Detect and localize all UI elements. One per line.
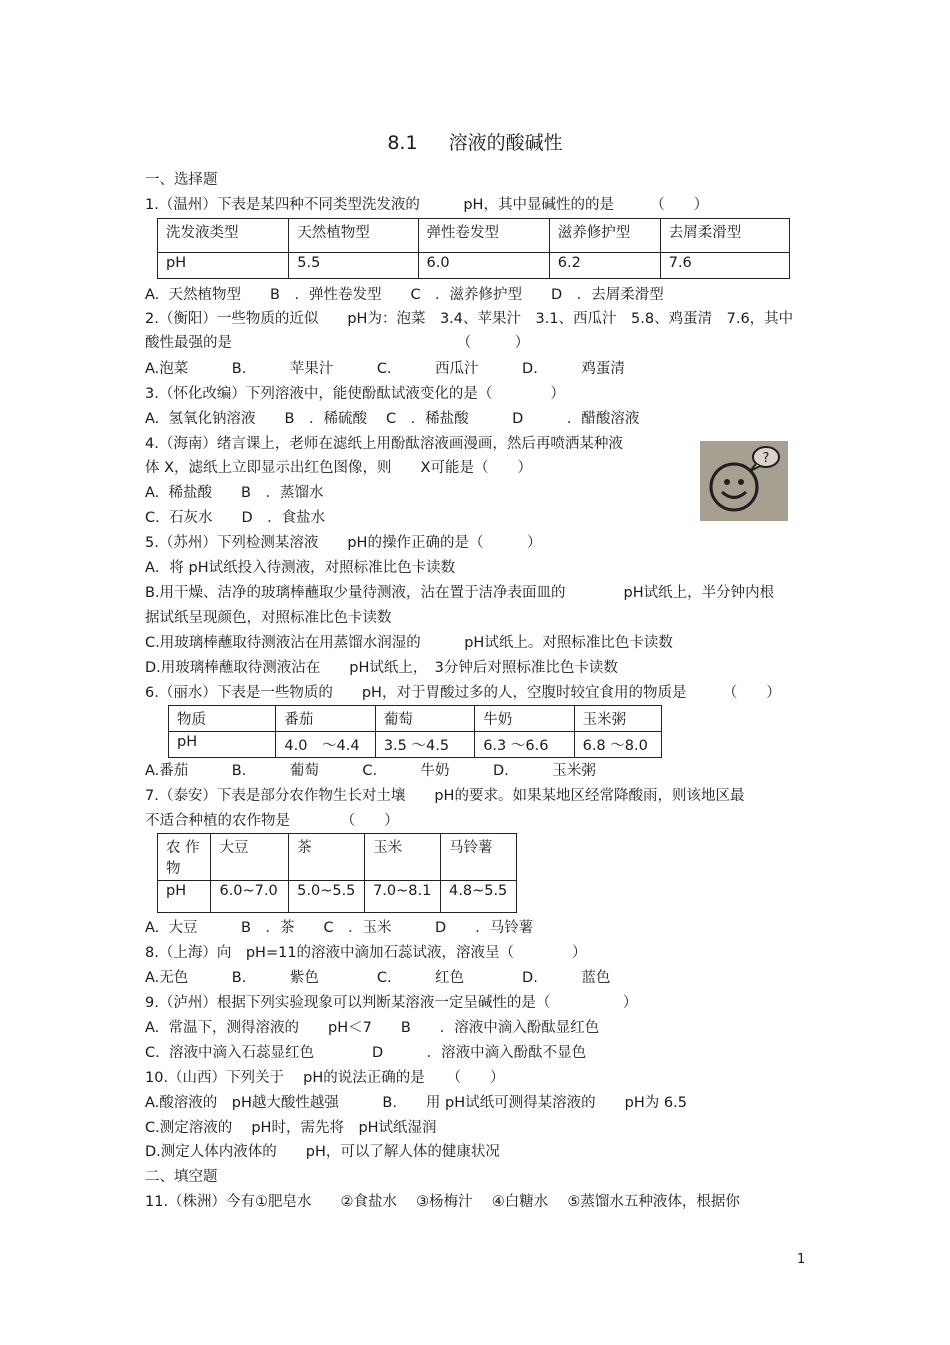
question-1-options: A. 天然植物型 B ．弹性卷发型 C ．滋养修护型 D ．去屑柔滑型 [145,287,664,303]
question-6-table-cell: 4.0 ～4.4 [276,732,375,758]
question-6-table [168,705,662,758]
question-4-line2: 体 X，滤纸上立即显示出红色图像，则 X可能是（ ） [145,460,532,476]
question-6-table-cell: 葡萄 [375,706,474,732]
question-1-table-cell: pH [158,253,289,279]
question-7-table-cell: 马铃薯 [441,834,517,881]
question-1-table [157,218,790,279]
question-2-line1: 2.（衡阳）一些物质的近似 pH为：泡菜 3.4、苹果汁 3.1、西瓜汁 5.8、鸡蛋清 7.6，其中 [145,311,794,327]
question-5-option-a: A．将 pH试纸投入待测液，对照标准比色卡读数 [145,560,456,576]
question-4-line1: 4.（海南）绪言课上，老师在滤纸上用酚酞溶液画漫画，然后再喷洒某种液 [145,436,623,452]
question-8-stem: 8.（上海）向 pH=11的溶液中滴加石蕊试液，溶液呈（ ） [145,945,587,961]
question-9-options2: C. 溶液中滴入石蕊显红色 D ．溶液中滴入酚酞不显色 [145,1045,587,1061]
question-4-options2: C. 石灰水 D ．食盐水 [145,510,326,526]
question-6-table-cell: 玉米粥 [574,706,661,732]
question-6-table-cell: 6.8 ～8.0 [574,732,661,758]
question-6-stem: 6.（丽水）下表是一些物质的 pH，对于胃酸过多的人，空腹时较宜食用的物质是 （ ） [145,685,781,701]
question-6-table-cell: pH [169,732,276,758]
question-6-table-row [169,732,662,758]
section-heading-choice: 一、选择题 [145,172,218,188]
section-heading-fill: 二、填空题 [145,1169,218,1185]
question-1-table-cell: 弹性卷发型 [418,219,549,253]
question-7-table-cell: 6.0~7.0 [211,881,289,913]
question-mark-glyph: ? [762,451,770,466]
question-1-table-row [158,219,790,253]
smiley-face-image [700,441,788,521]
question-7-table [157,833,517,913]
question-5-option-b1: B.用干燥、洁净的玻璃棒蘸取少量待测液，沾在置于洁净表面皿的 pH试纸上，半分钟内根 [145,585,775,601]
question-1-stem: 1.（温州）下表是某四种不同类型洗发液的 pH，其中显碱性的的是 （ ） [145,197,709,213]
question-10-option-c: C.测定溶液的 pH时，需先将 pH试纸湿润 [145,1120,437,1136]
question-7-table-row [158,834,517,881]
question-7-table-cell: 玉米 [365,834,441,881]
question-10-option-d: D.测定人体内液体的 pH，可以了解人体的健康状况 [145,1144,500,1160]
question-2-options: A.泡菜 B. 苹果汁 C. 西瓜汁 D. 鸡蛋清 [145,361,625,377]
question-7-line1: 7.（泰安）下表是部分农作物生长对土壤 pH的要求。如果某地区经常降酸雨，则该地区最 [145,788,745,804]
question-10-stem: 10.（山西）下列关于 pH的说法正确的是 （ ） [145,1070,505,1086]
question-1-table-cell: 滋养修护型 [549,219,660,253]
question-7-table-cell: 5.0~5.5 [289,881,365,913]
question-7-table-cell: 4.8~5.5 [441,881,517,913]
page-number: 1 [797,1252,806,1267]
question-1-table-cell: 5.5 [289,253,418,279]
question-1-table-cell: 6.0 [418,253,549,279]
question-5-option-c: C.用玻璃棒蘸取待测液沾在用蒸馏水润湿的 pH试纸上。对照标准比色卡读数 [145,635,673,651]
question-3-stem: 3.（怀化改编）下列溶液中，能使酚酞试液变化的是（ ） [145,386,565,402]
question-2-line2: 酸性最强的是 （ ） [145,335,530,351]
question-7-table-cell: 茶 [289,834,365,881]
question-5-option-d: D.用玻璃棒蘸取待测液沾在 pH试纸上， 3分钟后对照标准比色卡读数 [145,660,618,676]
question-1-table-cell: 洗发液类型 [158,219,289,253]
question-6-table-cell: 牛奶 [475,706,574,732]
question-4-options1: A. 稀盐酸 B ．蒸馏水 [145,485,324,501]
question-10-option-ab: A.酸溶液的 pH越大酸性越强 B. 用 pH试纸可测得某溶液的 pH为 6.5 [145,1095,687,1111]
question-7-table-cell: 7.0~8.1 [365,881,441,913]
question-7-table-cell: pH [158,881,211,913]
question-8-options: A.无色 B. 紫色 C. 红色 D. 蓝色 [145,970,611,986]
question-6-table-row [169,706,662,732]
question-1-table-cell: 6.2 [549,253,660,279]
page-title: 8.1 溶液的酸碱性 [387,132,563,154]
question-5-option-b2: 据试纸呈现颜色，对照标准比色卡读数 [145,610,392,626]
question-6-table-cell: 番茄 [276,706,375,732]
question-5-stem: 5.（苏州）下列检测某溶液 pH的操作正确的是（ ） [145,535,542,551]
question-1-table-row [158,253,790,279]
question-7-table-cell: 大豆 [211,834,289,881]
question-1-table-cell: 天然植物型 [289,219,418,253]
question-1-table-cell: 7.6 [660,253,789,279]
question-7-line2: 不适合种植的农作物是 （ ） [145,813,399,829]
question-9-stem: 9.（泸州）根据下列实验现象可以判断某溶液一定呈碱性的是（ ） [145,995,638,1011]
question-7-table-row [158,881,517,913]
question-7-options: A. 大豆 B ．茶 C ．玉米 D ．马铃薯 [145,920,534,936]
question-1-table-cell: 去屑柔滑型 [660,219,789,253]
question-3-options: A. 氢氧化钠溶液 B ．稀硫酸 C ．稀盐酸 D ．醋酸溶液 [145,411,640,427]
question-6-options: A.番茄 B. 葡萄 C. 牛奶 D. 玉米粥 [145,763,596,779]
question-6-table-cell: 物质 [169,706,276,732]
question-7-table-cell: 农 作 物 [158,834,211,881]
question-11-stem: 11.（株洲）今有①肥皂水 ②食盐水 ③杨梅汁 ④白糖水 ⑤蒸馏水五种液体，根据你 [145,1194,740,1210]
question-9-options1: A. 常温下，测得溶液的 pH＜7 B ．溶液中滴入酚酞显红色 [145,1020,600,1036]
question-6-table-cell: 3.5 ～4.5 [375,732,474,758]
question-6-table-cell: 6.3 ～6.6 [475,732,574,758]
